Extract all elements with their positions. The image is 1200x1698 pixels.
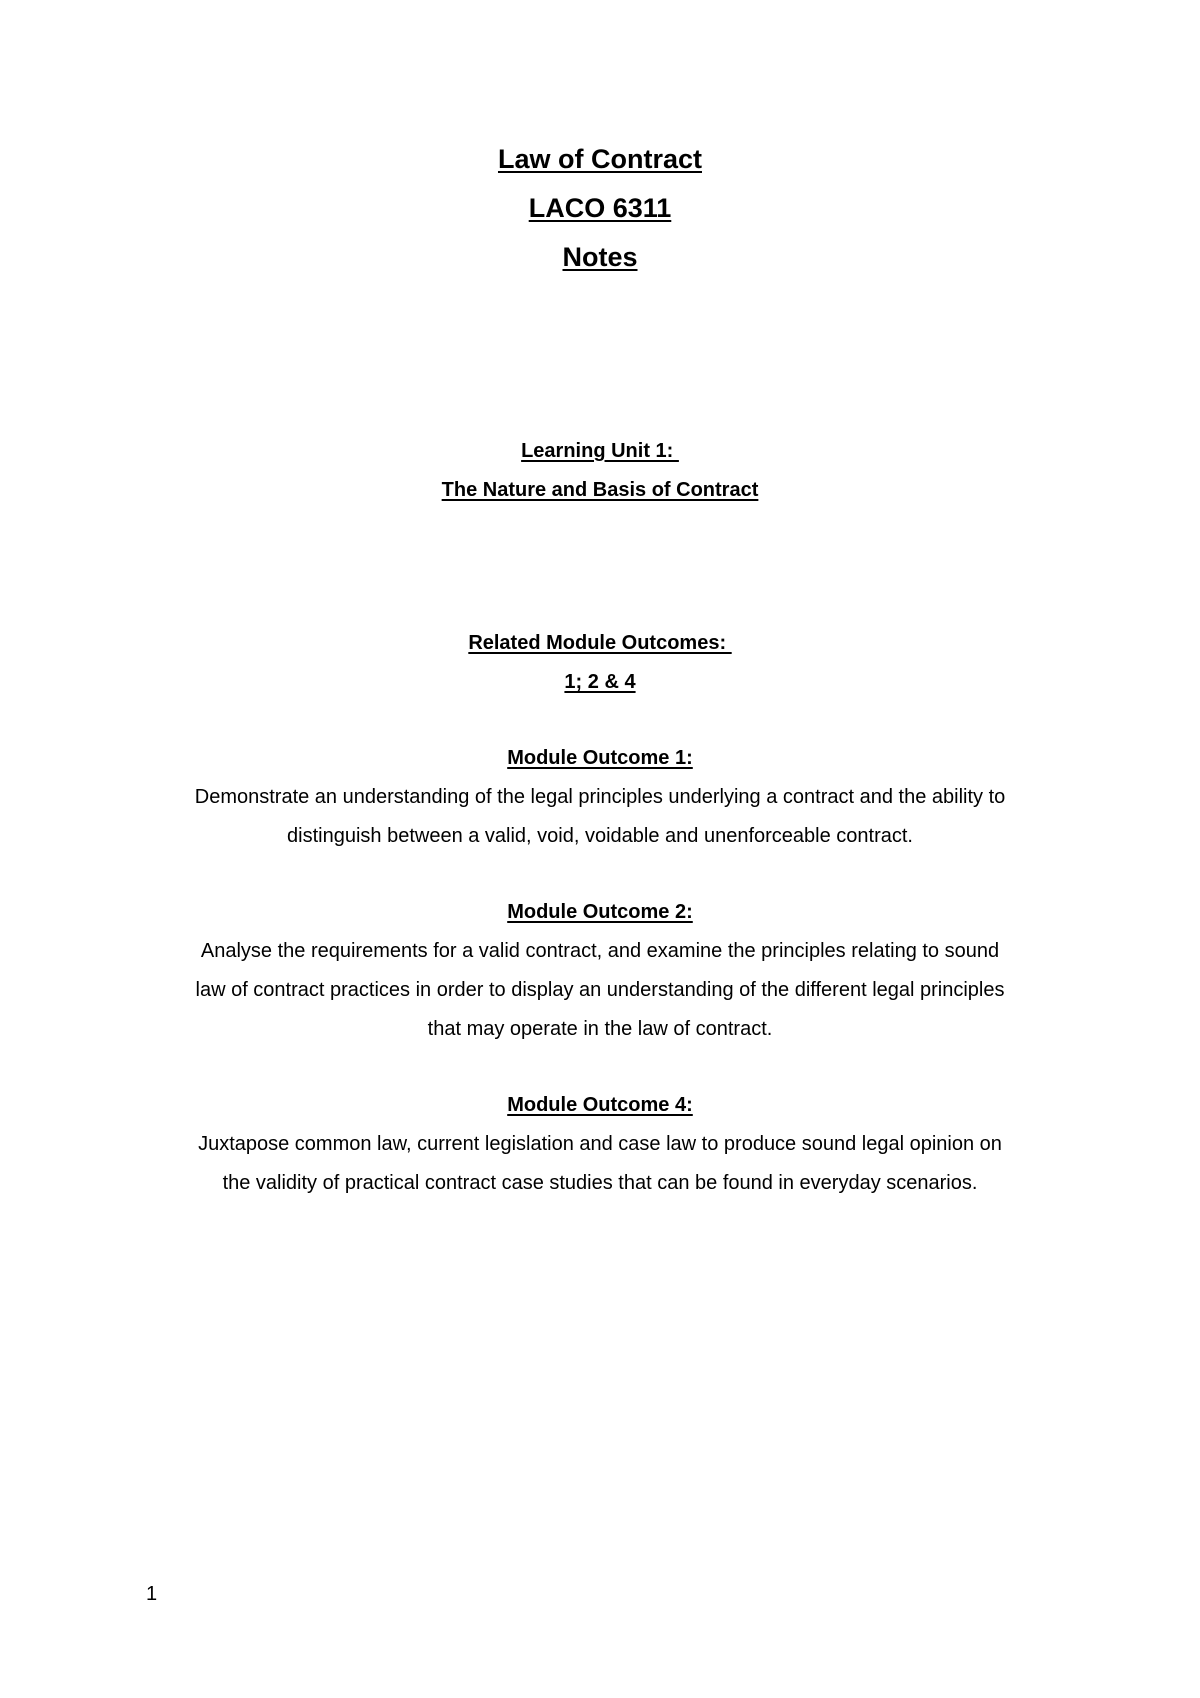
course-code: LACO 6311 [528, 193, 672, 223]
module-outcome-1-line: Demonstrate an understanding of the legal principles underlying a contract and the ability to [194, 786, 1006, 808]
course-name: Law of Contract [497, 144, 702, 174]
learning-unit-label: Learning Unit 1: [521, 440, 679, 462]
module-outcome-1-heading: Module Outcome 1: [507, 747, 693, 769]
module-outcome-2-heading: Module Outcome 2: [507, 901, 693, 923]
module-outcome-2-line: law of contract practices in order to display an understanding of the different legal principles [195, 979, 1005, 1001]
module-outcome-4-line: the validity of practical contract case studies that can be found in everyday scenarios. [222, 1172, 978, 1194]
learning-unit-subtitle: The Nature and Basis of Contract [441, 479, 759, 501]
module-outcome-1-line: distinguish between a valid, void, voidable and unenforceable contract. [287, 825, 913, 847]
module-outcome-4-line: Juxtapose common law, current legislation and case law to produce sound legal opinion on [198, 1133, 1002, 1155]
document-type: Notes [562, 242, 638, 272]
module-outcome-2-line: Analyse the requirements for a valid contract, and examine the principles relating to sound [200, 940, 1000, 962]
page-number: 1 [146, 1583, 158, 1605]
related-outcomes-label: Related Module Outcomes: [468, 632, 732, 654]
module-outcome-2-line: that may operate in the law of contract. [427, 1018, 773, 1040]
module-outcome-4-heading: Module Outcome 4: [507, 1094, 693, 1116]
related-outcomes-values: 1; 2 & 4 [564, 671, 636, 693]
